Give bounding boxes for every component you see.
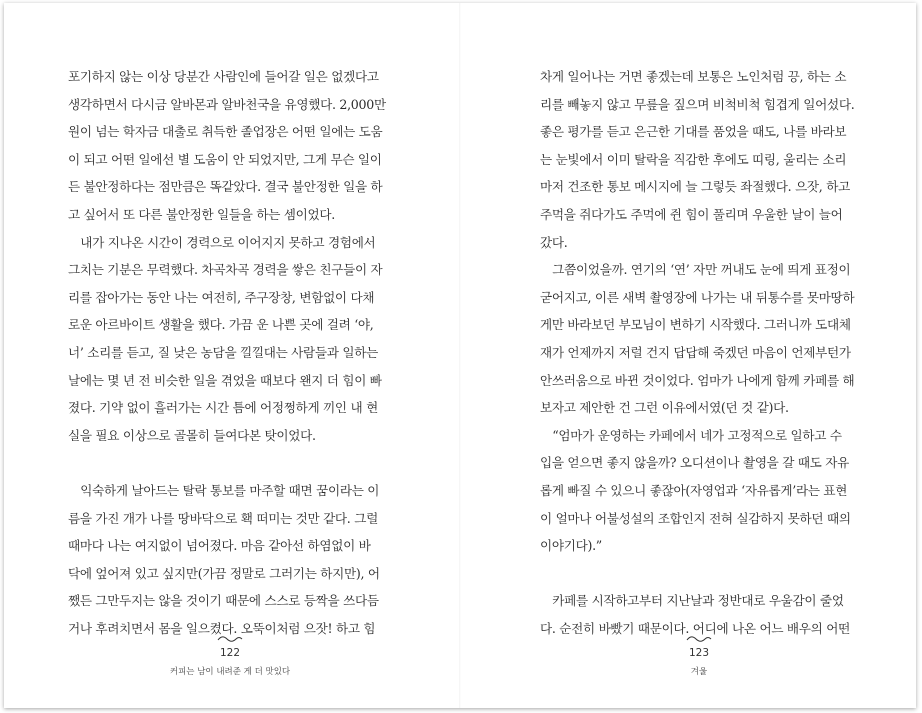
- text-line: [68, 449, 390, 477]
- text-line: 마저 건조한 통보 메시지에 늘 그렇듯 좌절했다. 으잣, 하고: [540, 179, 850, 195]
- text-line: 내가 지나온 시간이 경력으로 이어지지 못하고 경험에서: [68, 234, 376, 250]
- text-line: 이야기다).”: [540, 538, 602, 554]
- text-line: 리를 빼놓지 않고 무릎을 짚으며 비척비척 힘겹게 일어섰다.: [540, 96, 855, 112]
- text-line: 로운 아르바이트 생활을 했다. 가끔 운 나쁜 곳에 걸려 ‘야,: [68, 317, 374, 333]
- text-line: 굳어지고, 이른 새벽 촬영장에 나가는 내 뒤통수를 못마땅하: [540, 289, 855, 305]
- text-line: 고 싶어서 또 다른 불안정한 일들을 하는 셈이었다.: [68, 206, 335, 222]
- text-line: 다. 순전히 바빴기 때문이다. 어디에 나온 어느 배우의 어떤: [540, 620, 850, 636]
- text-line: 때마다 나는 여지없이 넘어졌다. 마음 같아선 하염없이 바: [68, 538, 371, 554]
- text-line: 그치는 기분은 무력했다. 차곡차곡 경력을 쌓은 친구들이 자: [68, 262, 383, 278]
- right-page: [460, 3, 916, 708]
- text-line: 너’ 소리를 듣고, 질 낮은 농담을 낄낄대는 사람들과 일하는: [68, 344, 378, 360]
- text-line: 는 눈빛에서 이미 탈락을 직감한 후에도 띠링, 울리는 소리: [540, 151, 847, 167]
- text-line: 졌다. 기약 없이 흘러가는 시간 틈에 어정쩡하게 끼인 내 현: [68, 400, 378, 416]
- text-line: 생각하면서 다시금 알바몬과 알바천국을 유영했다. 2,000만: [68, 96, 386, 112]
- text-line: 리를 잡아가는 동안 나는 여전히, 주구장창, 변함없이 다채: [68, 289, 375, 305]
- text-line: 입을 얻으면 좋지 않을까? 오디션이나 촬영을 갈 때도 자유: [540, 455, 849, 471]
- running-head: 커피는 남이 내려준 게 더 맛있다: [169, 667, 291, 677]
- text-line: 재가 언제까지 저럴 건지 답답해 죽겠던 마음이 언제부턴가: [540, 344, 851, 360]
- text-line: 갔다.: [540, 234, 568, 250]
- wave-ornament-icon: [217, 635, 243, 643]
- text-line: 차게 일어나는 거면 좋겠는데 보통은 노인처럼 끙, 하는 소: [540, 69, 847, 84]
- page-number: 122: [219, 647, 241, 659]
- text-line: 주먹을 쥐다가도 주먹에 쥔 힘이 풀리며 우울한 날이 늘어: [540, 206, 843, 222]
- text-line: [540, 560, 862, 588]
- text-line: 원이 넘는 학자금 대출로 취득한 졸업장은 어떤 일에는 도움: [68, 124, 383, 140]
- text-line: “엄마가 운영하는 카페에서 네가 고정적으로 일하고 수: [540, 427, 842, 443]
- text-line: 든 불안정하다는 점만큼은 똑같았다. 결국 불안정한 일을 하: [68, 179, 383, 195]
- left-page: [4, 3, 460, 708]
- text-line: 실을 필요 이상으로 골몰히 들여다본 탓이었다.: [68, 427, 316, 443]
- running-head: 겨울: [690, 667, 708, 677]
- text-line: 쨌든 그만두지는 않을 것이기 때문에 스스로 등짝을 쓰다듬: [68, 593, 379, 609]
- text-line: 날에는 몇 년 전 비슷한 일을 겪었을 때보다 왠지 더 힘이 빠: [68, 372, 382, 388]
- page-number: 123: [688, 647, 710, 659]
- text-line: 카페를 시작하고부터 지난날과 정반대로 우울감이 줄었: [540, 593, 844, 609]
- text-line: 게만 바라보던 부모님이 변하기 시작했다. 그러니까 도대체: [540, 317, 851, 333]
- text-line: 포기하지 않는 이상 당분간 사람인에 들어갈 일은 없겠다고: [68, 69, 379, 84]
- wave-ornament-icon: [686, 635, 712, 643]
- right-page-body-text: [540, 63, 862, 642]
- text-line: 좋은 평가를 듣고 은근한 기대를 품었을 때도, 나를 바라보: [540, 124, 847, 140]
- text-line: 보자고 제안한 건 그런 이유에서였(던 것 같)다.: [540, 400, 789, 416]
- text-line: 안쓰러움으로 바뀐 것이었다. 엄마가 나에게 함께 카페를 해: [540, 372, 855, 388]
- text-line: 이 되고 어떤 일에선 별 도움이 안 되었지만, 그게 무슨 일이: [68, 151, 382, 167]
- text-line: 름을 가진 개가 나를 땅바닥으로 홱 떠미는 것만 같다. 그럴: [68, 510, 378, 526]
- text-line: 그쯤이었을까. 연기의 ‘연’ 자만 꺼내도 눈에 띄게 표정이: [540, 262, 851, 278]
- text-line: 거나 후려치면서 몸을 일으켰다. 오뚝이처럼 으잣! 하고 힘: [68, 620, 376, 636]
- text-line: 익숙하게 날아드는 탈락 통보를 마주할 때면 꿈이라는 이: [68, 482, 380, 498]
- text-line: 닥에 엎어져 있고 싶지만(가끔 정말로 그러기는 하지만), 어: [68, 565, 380, 581]
- text-line: 이 얼마나 어불성설의 조합인지 전혀 실감하지 못하던 때의: [540, 510, 851, 526]
- text-line: 롭게 빠질 수 있으니 좋잖아(자영업과 ‘자유롭게’라는 표현: [540, 482, 848, 498]
- left-page-body-text: [68, 63, 390, 642]
- book-spread: [4, 3, 916, 708]
